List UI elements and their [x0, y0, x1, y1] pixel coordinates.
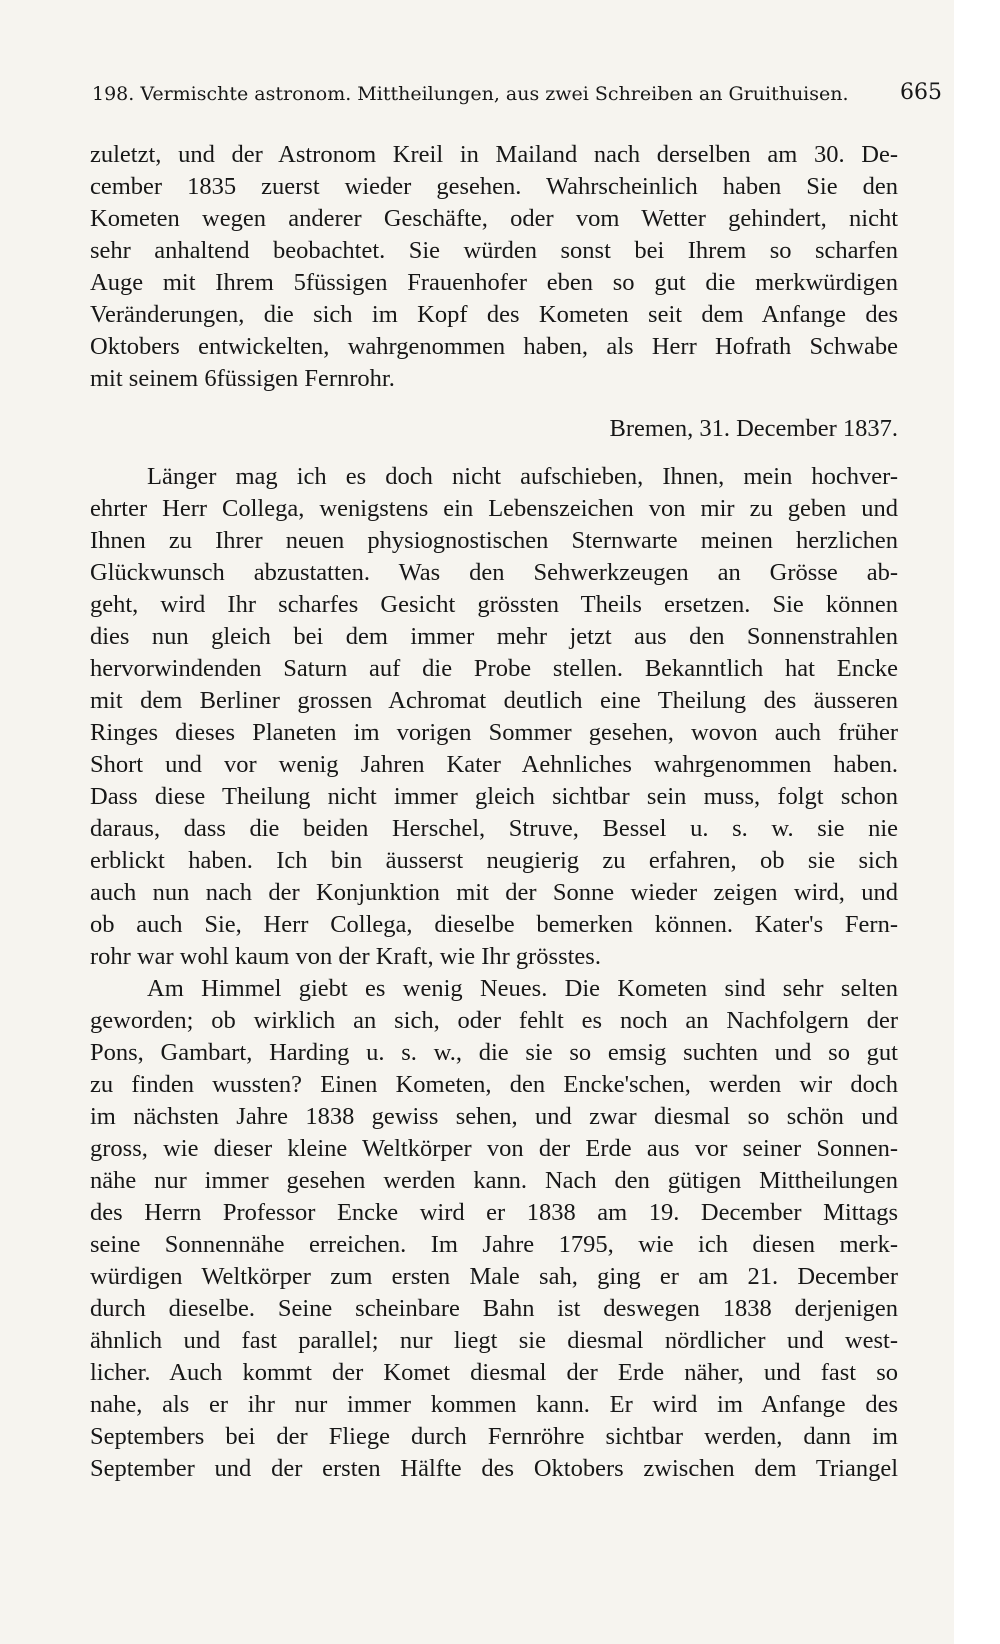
text-line: mit seinem 6füssigen Fernrohr. — [90, 365, 395, 392]
text-line: nahe, als er ihr nur immer kommen kann. Er wird im Anfange des — [90, 1391, 898, 1418]
page-number: 665 — [900, 80, 942, 105]
text-line: zu finden wussten? Einen Kometen, den Encke'schen, werden wir doch — [90, 1071, 898, 1098]
text-line: Septembers bei der Fliege durch Fernröhre sichtbar werden, dann im — [90, 1423, 898, 1450]
text-line: September und der ersten Hälfte des Oktobers zwischen dem Triangel — [90, 1455, 898, 1482]
dateline: Bremen, 31. December 1837. — [609, 415, 898, 442]
text-line: Länger mag ich es doch nicht aufschieben, Ihnen, mein hochver- — [147, 463, 898, 490]
running-header — [92, 82, 942, 106]
text-line: geworden; ob wirklich an sich, oder fehlt es noch an Nachfolgern der — [90, 1007, 898, 1034]
text-line: nähe nur immer gesehen werden kann. Nach den gütigen Mittheilungen — [90, 1167, 898, 1194]
text-line: würdigen Weltkörper zum ersten Male sah, ging er am 21. December — [90, 1263, 898, 1290]
header-title: 198. Vermischte astronom. Mittheilungen, aus zwei Schreiben an Gruithuisen. — [92, 83, 849, 105]
text-line: cember 1835 zuerst wieder gesehen. Wahrscheinlich haben Sie den — [90, 173, 898, 200]
text-line: dies nun gleich bei dem immer mehr jetzt aus den Sonnenstrahlen — [90, 623, 898, 650]
text-line: Kometen wegen anderer Geschäfte, oder vom Wetter gehindert, nicht — [90, 205, 898, 232]
text-line: erblickt haben. Ich bin äusserst neugierig zu erfahren, ob sie sich — [90, 847, 898, 874]
text-line: ähnlich und fast parallel; nur liegt sie diesmal nördlicher und west- — [90, 1327, 898, 1354]
text-line: Oktobers entwickelten, wahrgenommen haben, als Herr Hofrath Schwabe — [90, 333, 898, 360]
text-line: seine Sonnennähe erreichen. Im Jahre 1795, wie ich diesen merk- — [90, 1231, 898, 1258]
text-line: ob auch Sie, Herr Collega, dieselbe bemerken können. Kater's Fern- — [90, 911, 898, 938]
text-line: Short und vor wenig Jahren Kater Aehnliches wahrgenommen haben. — [90, 751, 898, 778]
text-line: rohr war wohl kaum von der Kraft, wie Ihr grösstes. — [90, 943, 601, 970]
text-line: durch dieselbe. Seine scheinbare Bahn ist deswegen 1838 derjenigen — [90, 1295, 898, 1322]
text-line: Ihnen zu Ihrer neuen physiognostischen Sternwarte meinen herzlichen — [90, 527, 898, 554]
text-line: Veränderungen, die sich im Kopf des Kometen seit dem Anfange des — [90, 301, 898, 328]
text-line: sehr anhaltend beobachtet. Sie würden sonst bei Ihrem so scharfen — [90, 237, 898, 264]
text-line: licher. Auch kommt der Komet diesmal der Erde näher, und fast so — [90, 1359, 898, 1386]
text-line: des Herrn Professor Encke wird er 1838 am 19. December Mittags — [90, 1199, 898, 1226]
text-line: Pons, Gambart, Harding u. s. w., die sie so emsig suchten und so gut — [90, 1039, 898, 1066]
text-line: ehrter Herr Collega, wenigstens ein Lebenszeichen von mir zu geben und — [90, 495, 898, 522]
text-line: auch nun nach der Konjunktion mit der Sonne wieder zeigen wird, und — [90, 879, 898, 906]
text-line: geht, wird Ihr scharfes Gesicht grössten Theils ersetzen. Sie können — [90, 591, 898, 618]
text-line: hervorwindenden Saturn auf die Probe stellen. Bekanntlich hat Encke — [90, 655, 898, 682]
text-line: Dass diese Theilung nicht immer gleich sichtbar sein muss, folgt schon — [90, 783, 898, 810]
text-line: Glückwunsch abzustatten. Was den Sehwerkzeugen an Grösse ab- — [90, 559, 898, 586]
text-line: daraus, dass die beiden Herschel, Struve, Bessel u. s. w. sie nie — [90, 815, 898, 842]
text-line: zuletzt, und der Astronom Kreil in Mailand nach derselben am 30. De- — [90, 141, 898, 168]
text-line: im nächsten Jahre 1838 gewiss sehen, und zwar diesmal so schön und — [90, 1103, 898, 1130]
text-line: Am Himmel giebt es wenig Neues. Die Kometen sind sehr selten — [147, 975, 898, 1002]
text-line: Auge mit Ihrem 5füssigen Frauenhofer eben so gut die merkwürdigen — [90, 269, 898, 296]
text-line: mit dem Berliner grossen Achromat deutlich eine Theilung des äusseren — [90, 687, 898, 714]
text-line: gross, wie dieser kleine Weltkörper von der Erde aus vor seiner Sonnen- — [90, 1135, 898, 1162]
text-line: Ringes dieses Planeten im vorigen Sommer gesehen, wovon auch früher — [90, 719, 898, 746]
